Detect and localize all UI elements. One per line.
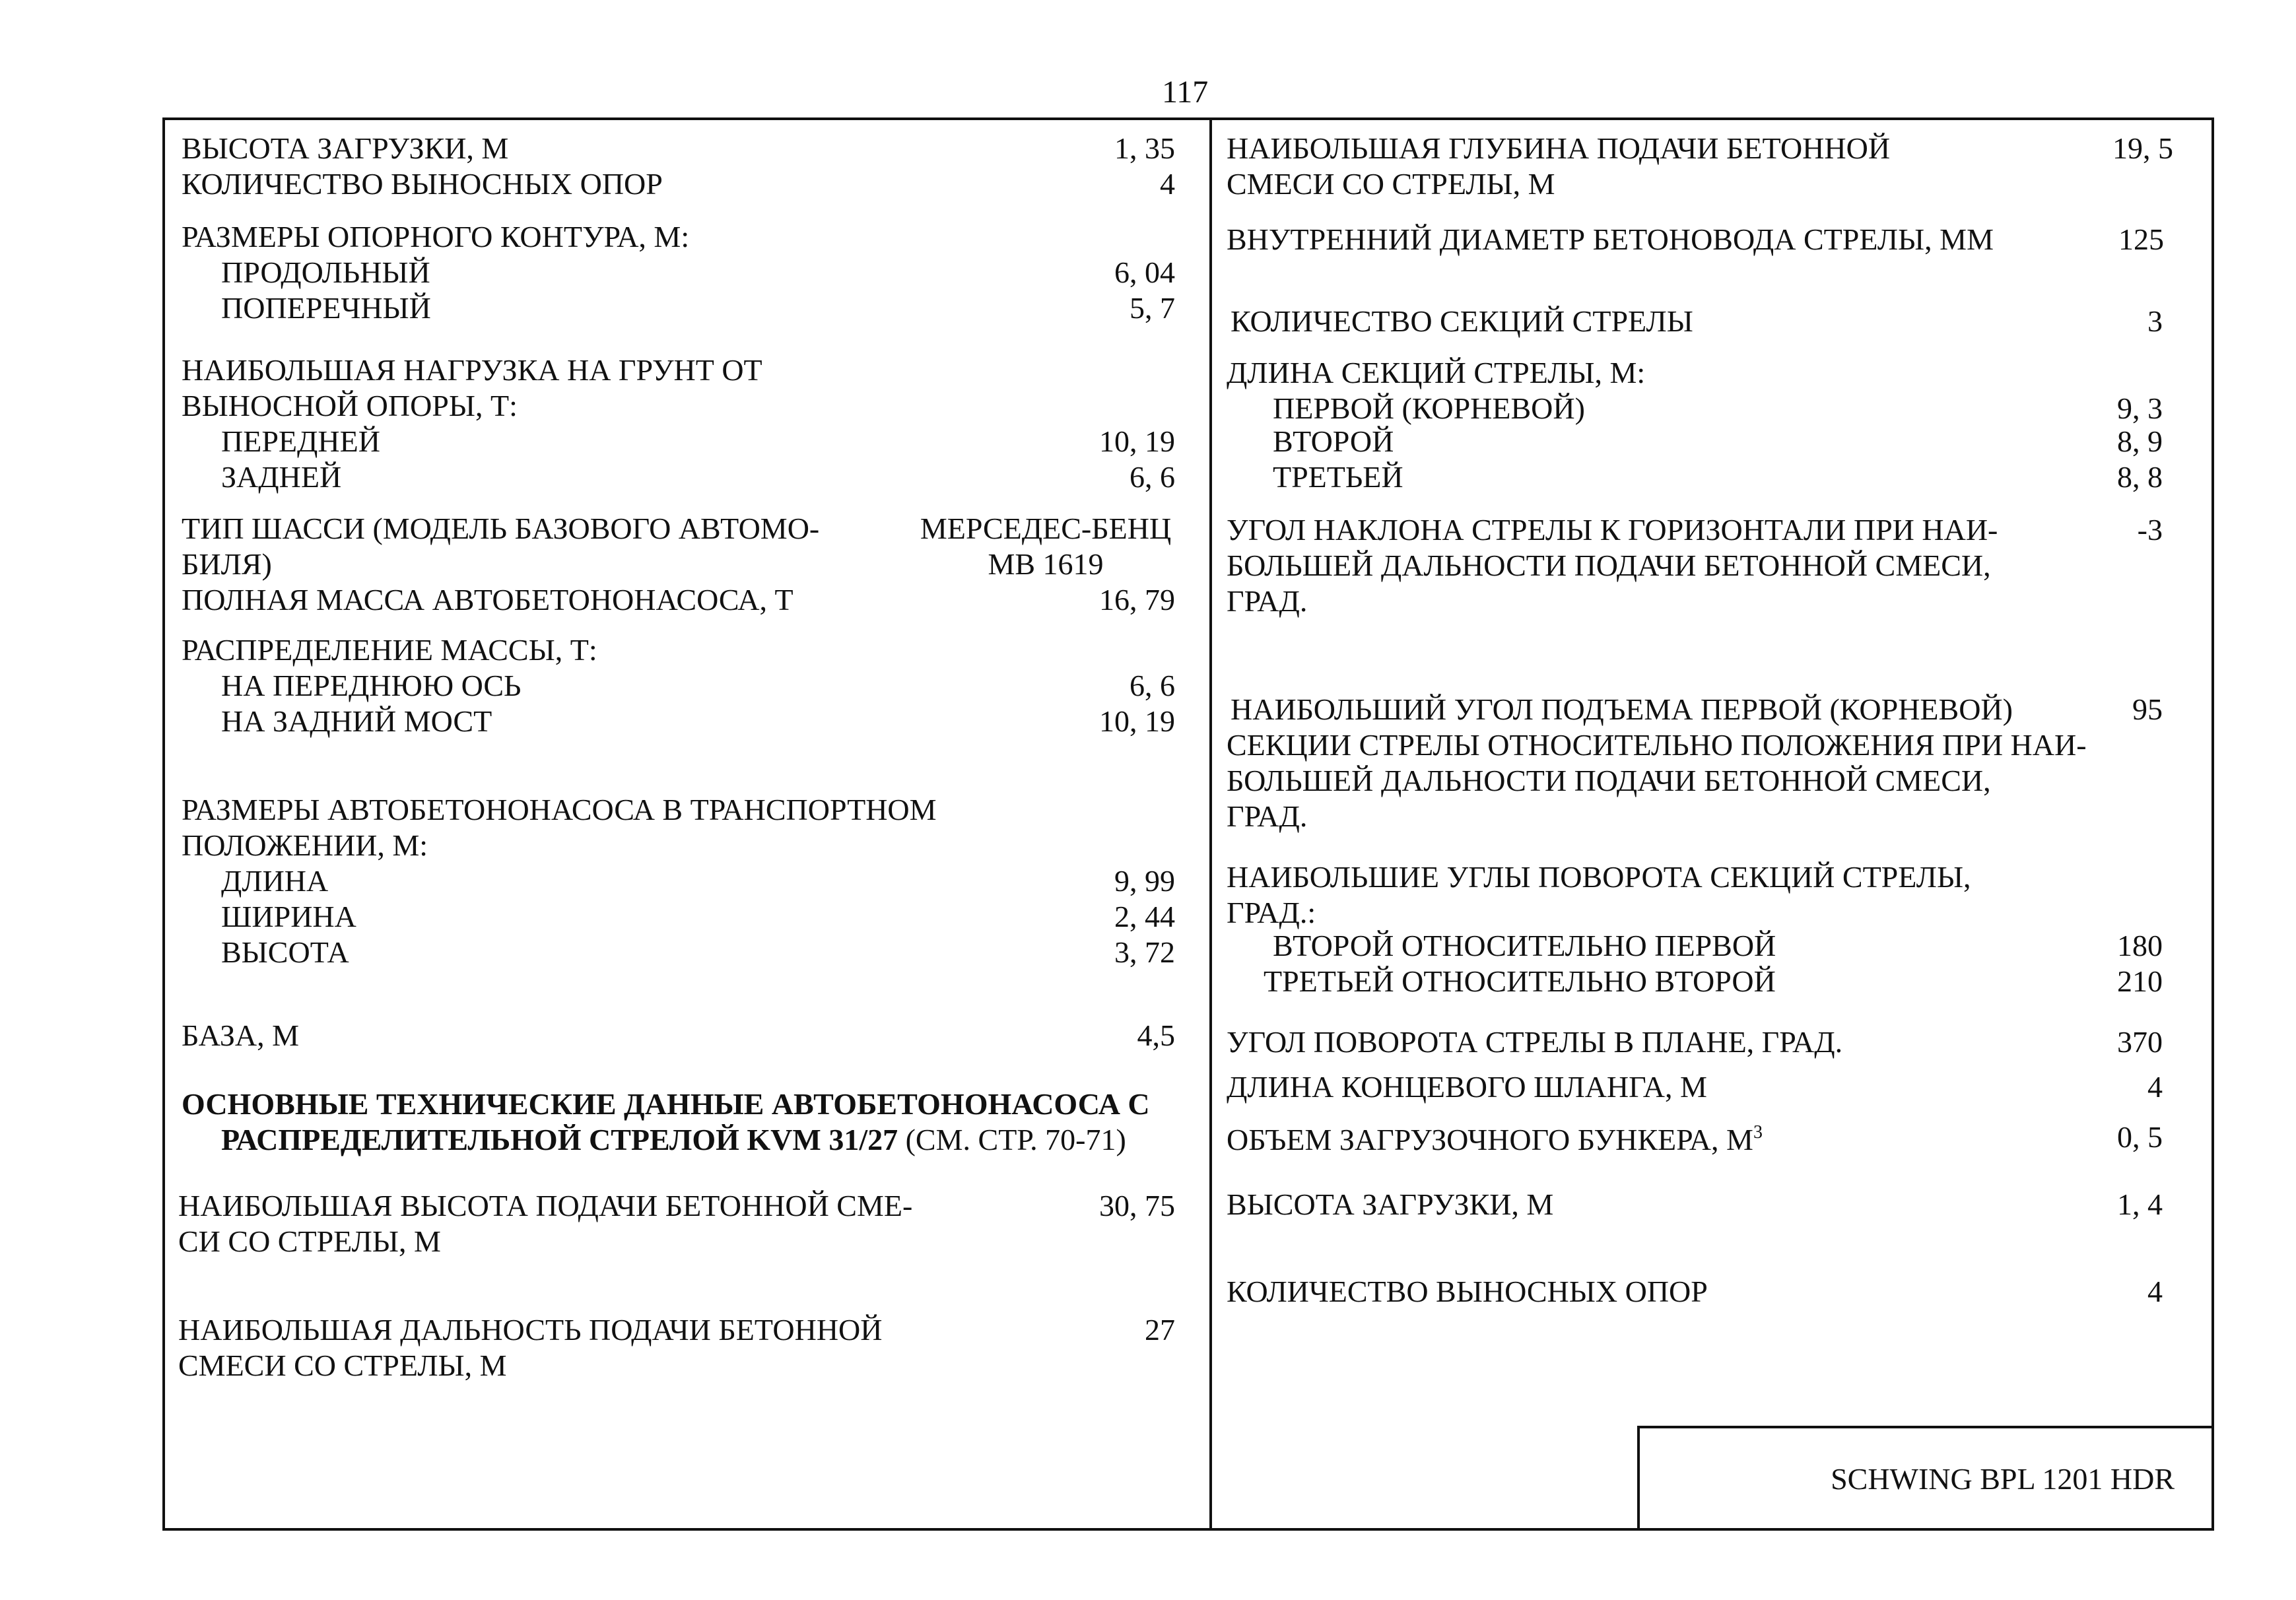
spec-value: 1, 4	[2117, 1187, 2163, 1221]
spec-label: УГОЛ НАКЛОНА СТРЕЛЫ К ГОРИЗОНТАЛИ ПРИ НАИ-	[1227, 513, 1998, 547]
spec-label: КОЛИЧЕСТВО ВЫНОСНЫХ ОПОР	[1227, 1275, 1708, 1308]
spec-value: 4	[2147, 1275, 2163, 1308]
spec-label: ВЫСОТА	[221, 935, 349, 969]
column-divider	[1209, 117, 1212, 1528]
spec-value: 27	[1145, 1313, 1175, 1347]
spec-heading: РАЗМЕРЫ ОПОРНОГО КОНТУРА, М:	[182, 220, 690, 253]
spec-value: 4,5	[1137, 1018, 1175, 1052]
spec-value: 180	[2117, 929, 2163, 962]
spec-label: БОЛЬШЕЙ ДАЛЬНОСТИ ПОДАЧИ БЕТОННОЙ СМЕСИ,	[1227, 764, 1991, 797]
spec-value: 8, 8	[2117, 460, 2163, 494]
spec-label: СМЕСИ СО СТРЕЛЫ, М	[178, 1349, 507, 1382]
spec-label: НАИБОЛЬШАЯ ГЛУБИНА ПОДАЧИ БЕТОННОЙ	[1227, 131, 1891, 165]
spec-heading: ВЫНОСНОЙ ОПОРЫ, Т:	[182, 389, 518, 422]
spec-label: ПЕРЕДНЕЙ	[221, 424, 380, 458]
spec-value: 6, 6	[1130, 460, 1175, 494]
spec-label: КОЛИЧЕСТВО СЕКЦИЙ СТРЕЛЫ	[1231, 304, 1693, 338]
page-number: 117	[1162, 75, 1209, 110]
spec-label: ПРОДОЛЬНЫЙ	[221, 255, 430, 289]
spec-value: МЕРСЕДЕС-БЕНЦ	[920, 512, 1172, 545]
spec-value: 3, 72	[1114, 935, 1175, 969]
spec-value: 2, 44	[1114, 900, 1175, 933]
spec-label: ТРЕТЬЕЙ ОТНОСИТЕЛЬНО ВТОРОЙ	[1264, 964, 1776, 998]
spec-value: МВ 1619	[988, 547, 1104, 581]
spec-label: НА ПЕРЕДНЮЮ ОСЬ	[221, 669, 522, 702]
spec-value: 5, 7	[1130, 291, 1175, 325]
spec-value: 4	[2147, 1070, 2163, 1104]
section-heading-line2	[221, 1122, 1126, 1158]
spec-heading: РАЗМЕРЫ АВТОБЕТОНОНАСОСА В ТРАНСПОРТНОМ	[182, 793, 937, 826]
spec-label: НАИБОЛЬШАЯ ДАЛЬНОСТЬ ПОДАЧИ БЕТОННОЙ	[178, 1313, 883, 1347]
spec-label: УГОЛ ПОВОРОТА СТРЕЛЫ В ПЛАНЕ, ГРАД.	[1227, 1025, 1843, 1059]
spec-label: БОЛЬШЕЙ ДАЛЬНОСТИ ПОДАЧИ БЕТОННОЙ СМЕСИ,	[1227, 549, 1991, 582]
spec-value: 19, 5	[2112, 131, 2173, 165]
spec-heading: НАИБОЛЬШИЕ УГЛЫ ПОВОРОТА СЕКЦИЙ СТРЕЛЫ,	[1227, 860, 1971, 894]
spec-value: 210	[2117, 964, 2163, 998]
spec-label: ТРЕТЬЕЙ	[1273, 460, 1403, 494]
spec-label: КОЛИЧЕСТВО ВЫНОСНЫХ ОПОР	[182, 167, 663, 201]
spec-value: 10, 19	[1099, 424, 1175, 458]
spec-label: ПОЛНАЯ МАССА АВТОБЕТОНОНАСОСА, Т	[182, 583, 793, 617]
spec-label: СЕКЦИИ СТРЕЛЫ ОТНОСИТЕЛЬНО ПОЛОЖЕНИЯ ПРИ НАИ-	[1227, 728, 2087, 762]
spec-label: ВЫСОТА ЗАГРУЗКИ, М	[182, 131, 509, 165]
spec-value: 9, 3	[2117, 391, 2163, 425]
spec-value: 16, 79	[1099, 583, 1175, 617]
spec-label: ВЫСОТА ЗАГРУЗКИ, М	[1227, 1187, 1554, 1221]
spec-value: 8, 9	[2117, 424, 2163, 458]
spec-heading: ПОЛОЖЕНИИ, М:	[182, 828, 428, 862]
spec-heading: НАИБОЛЬШАЯ НАГРУЗКА НА ГРУНТ ОТ	[182, 353, 762, 387]
spec-label: ПОПЕРЕЧНЫЙ	[221, 291, 431, 325]
spec-value: 9, 99	[1114, 864, 1175, 898]
title-block	[1637, 1426, 2214, 1531]
spec-label: ТИП ШАССИ (МОДЕЛЬ БАЗОВОГО АВТОМО-	[182, 512, 820, 545]
spec-label: ВТОРОЙ ОТНОСИТЕЛЬНО ПЕРВОЙ	[1273, 929, 1776, 962]
superscript: 3	[1753, 1122, 1763, 1143]
spec-label: ВНУТРЕННИЙ ДИАМЕТР БЕТОНОВОДА СТРЕЛЫ, ММ	[1227, 222, 1994, 256]
spec-label: СМЕСИ СО СТРЕЛЫ, М	[1227, 167, 1555, 201]
spec-label	[1227, 1122, 1763, 1158]
spec-label: НАИБОЛЬШАЯ ВЫСОТА ПОДАЧИ БЕТОННОЙ СМЕ-	[178, 1189, 913, 1222]
spec-heading: РАСПРЕДЕЛЕНИЕ МАССЫ, Т:	[182, 633, 597, 667]
spec-label: БИЛЯ)	[182, 547, 272, 581]
spec-label: ЗАДНЕЙ	[221, 460, 342, 494]
spec-value: 6, 04	[1114, 255, 1175, 289]
spec-label: ВТОРОЙ	[1273, 424, 1394, 458]
spec-value: 6, 6	[1130, 669, 1175, 702]
spec-label: ГРАД.	[1227, 799, 1308, 833]
spec-value: 3	[2147, 304, 2163, 338]
spec-value: 30, 75	[1099, 1189, 1175, 1222]
spec-value: 1, 35	[1114, 131, 1175, 165]
model-name: SCHWING BPL 1201 HDR	[1831, 1462, 2175, 1496]
spec-value: 4	[1160, 167, 1175, 201]
spec-label: СИ СО СТРЕЛЫ, М	[178, 1224, 441, 1258]
spec-value: 0, 5	[2117, 1120, 2163, 1154]
spec-label-text: ОБЪЕМ ЗАГРУЗОЧНОГО БУНКЕРА, М	[1227, 1123, 1753, 1156]
spec-heading: ДЛИНА СЕКЦИЙ СТРЕЛЫ, М:	[1227, 356, 1646, 389]
spec-heading: ГРАД.:	[1227, 896, 1316, 929]
spec-label: ШИРИНА	[221, 900, 356, 933]
spec-label: ПЕРВОЙ (КОРНЕВОЙ)	[1273, 391, 1585, 425]
spec-label: ДЛИНА	[221, 864, 329, 898]
spec-label: БАЗА, М	[182, 1018, 300, 1052]
spec-label: ГРАД.	[1227, 584, 1308, 618]
spec-value: 125	[2118, 222, 2164, 256]
section-heading-bold: РАСПРЕДЕЛИТЕЛЬНОЙ СТРЕЛОЙ KVM 31/27	[221, 1123, 898, 1156]
spec-value: 95	[2132, 692, 2163, 726]
spec-value: 10, 19	[1099, 704, 1175, 738]
spec-label: ДЛИНА КОНЦЕВОГО ШЛАНГА, М	[1227, 1070, 1707, 1104]
spec-label: НА ЗАДНИЙ МОСТ	[221, 704, 492, 738]
spec-value: 370	[2117, 1025, 2163, 1059]
spec-value: -3	[2137, 513, 2163, 547]
section-heading-ref: (СМ. СТР. 70-71)	[898, 1123, 1126, 1156]
section-heading: ОСНОВНЫЕ ТЕХНИЧЕСКИЕ ДАННЫЕ АВТОБЕТОНОНАСОСА С	[182, 1087, 1150, 1121]
spec-label: НАИБОЛЬШИЙ УГОЛ ПОДЪЕМА ПЕРВОЙ (КОРНЕВОЙ)	[1231, 692, 2013, 726]
